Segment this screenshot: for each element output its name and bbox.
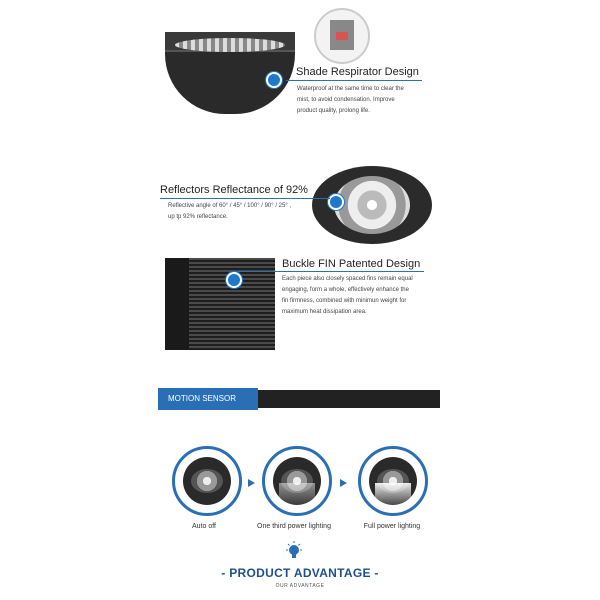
lamp-face xyxy=(191,469,223,493)
feature-line: fin firmness, combined with minimun weight for xyxy=(282,298,407,304)
feature-line: up tp 92% reflectance. xyxy=(168,214,228,220)
feature-line: Reflective angle of 60° / 45° / 100° / 90° / 25° , xyxy=(168,203,292,209)
feature-title-3: Buckle FIN Patented Design xyxy=(282,258,421,270)
sensor-state-third xyxy=(262,446,332,516)
feature-body-2 xyxy=(168,201,318,223)
feature-line: maximum heat dissipation area. xyxy=(282,309,367,315)
fin-side xyxy=(165,258,189,350)
light-beam xyxy=(375,483,411,509)
feature-rule-1 xyxy=(286,80,422,81)
sensor-caption: Full power lighting xyxy=(363,523,421,530)
feature-rule-3 xyxy=(238,271,424,272)
feature-line: mist, to avoid condensation. Improve xyxy=(297,97,395,103)
sensor-state-off xyxy=(172,446,242,516)
feature-line: Each piece also closely spaced fins remain equal xyxy=(282,276,413,282)
feature-title-1: Shade Respirator Design xyxy=(296,66,419,78)
lamp-heatsink-ring xyxy=(175,38,285,52)
sensor-caption: One third power lighting xyxy=(257,523,331,530)
marker-dot xyxy=(266,72,282,88)
light-beam xyxy=(279,483,315,509)
respirator-valve xyxy=(336,32,348,40)
feature-line: product quality, prolong life. xyxy=(297,108,370,114)
motion-sensor-tab: MOTION SENSOR xyxy=(158,388,258,410)
feature-line: Waterproof at the same time to clear the xyxy=(297,86,404,92)
feature-body-3 xyxy=(282,274,432,318)
sensor-state-full xyxy=(358,446,428,516)
product-advantage-subtitle: OUR ADVANTAGE xyxy=(275,583,325,589)
sensor-caption: Auto off xyxy=(191,523,216,530)
feature-title-2: Reflectors Reflectance of 92% xyxy=(160,184,308,196)
product-advantage-title: - PRODUCT ADVANTAGE - xyxy=(221,566,379,580)
arrow-right-icon xyxy=(340,479,347,487)
lightbulb-icon xyxy=(284,541,304,561)
arrow-right-icon xyxy=(248,479,255,487)
reflector-cone xyxy=(334,176,410,234)
feature-body-1 xyxy=(297,84,437,117)
feature-line: engaging, form a whole, effectively enhance the xyxy=(282,287,409,293)
marker-dot xyxy=(226,272,242,288)
feature-rule-2 xyxy=(160,198,330,199)
respirator-detail-image xyxy=(314,8,370,64)
marker-dot xyxy=(328,194,344,210)
